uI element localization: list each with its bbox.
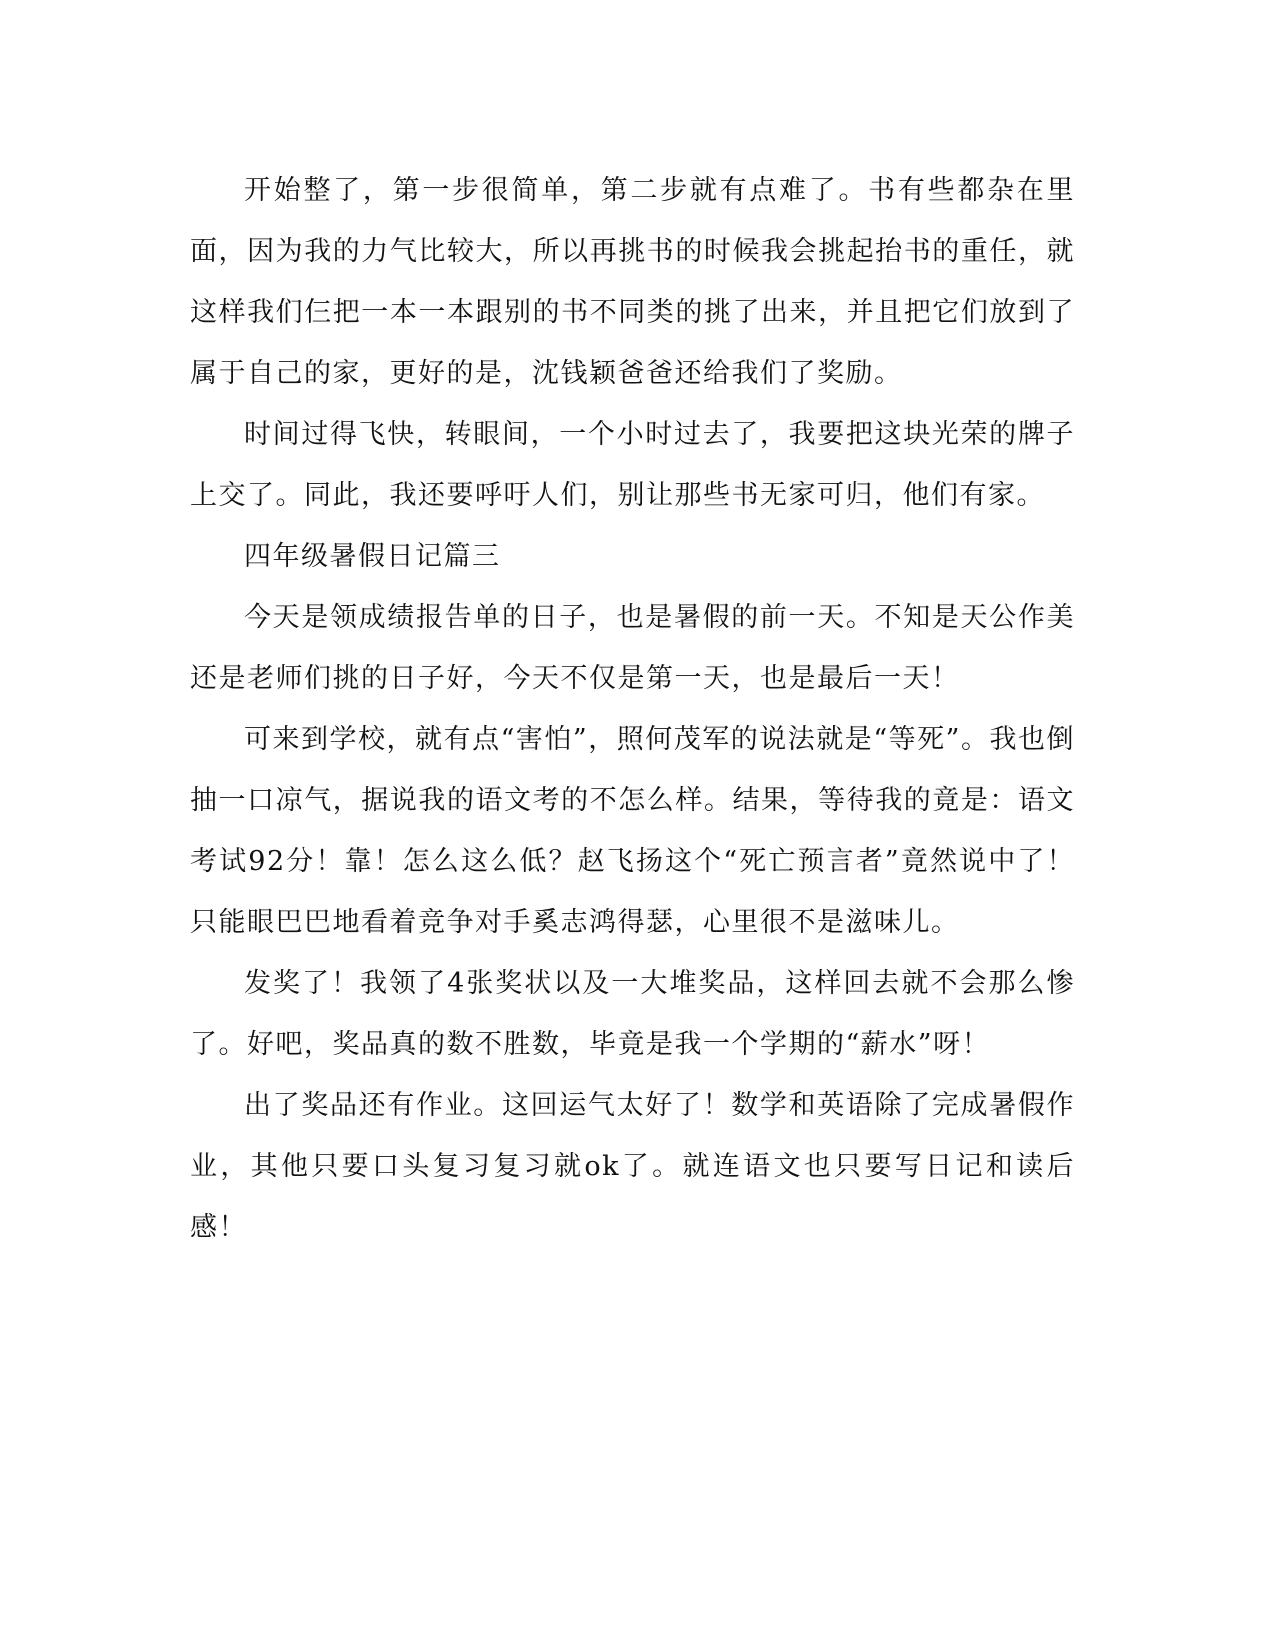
paragraph-exam-result: 可来到学校，就有点“害怕”，照何茂军的说法就是“等死”。我也倒抽一口凉气，据说我的语文考的不怎么样。结果，等待我的竟是：语文考试92分！靠！怎么这么低？赵飞扬这个“死亡预言者”竟然说中了！只能眼巴巴地看着竞争对手奚志鸿得瑟，心里很不是滋味儿。 bbox=[190, 724, 1075, 938]
paragraph-report-card-day: 今天是领成绩报告单的日子，也是暑假的前一天。不知是天公作美还是老师们挑的日子好，今天不仅是第一天，也是最后一天！ bbox=[190, 602, 1075, 694]
document-body bbox=[190, 160, 1075, 1258]
paragraph-sorting-books: 开始整了，第一步很简单，第二步就有点难了。书有些都杂在里面，因为我的力气比较大，所以再挑书的时候我会挑起抬书的重任，就这样我们仨把一本一本跟别的书不同类的挑了出来，并且把它们放到了属于自己的家，更好的是，沈钱颖爸爸还给我们了奖励。 bbox=[190, 175, 1075, 389]
section-heading: 四年级暑假日记篇三 bbox=[244, 541, 501, 572]
paragraph-awards: 发奖了！我领了4张奖状以及一大堆奖品，这样回去就不会那么惨了。好吧，奖品真的数不胜数，毕竟是我一个学期的“薪水”呀！ bbox=[190, 968, 1075, 1060]
paragraph-time-flies: 时间过得飞快，转眼间，一个小时过去了，我要把这块光荣的牌子上交了。同此，我还要呼吁人们，别让那些书无家可归，他们有家。 bbox=[190, 419, 1075, 511]
paragraph-homework: 出了奖品还有作业。这回运气太好了！数学和英语除了完成暑假作业，其他只要口头复习复习就ok了。就连语文也只要写日记和读后感！ bbox=[190, 1090, 1075, 1243]
